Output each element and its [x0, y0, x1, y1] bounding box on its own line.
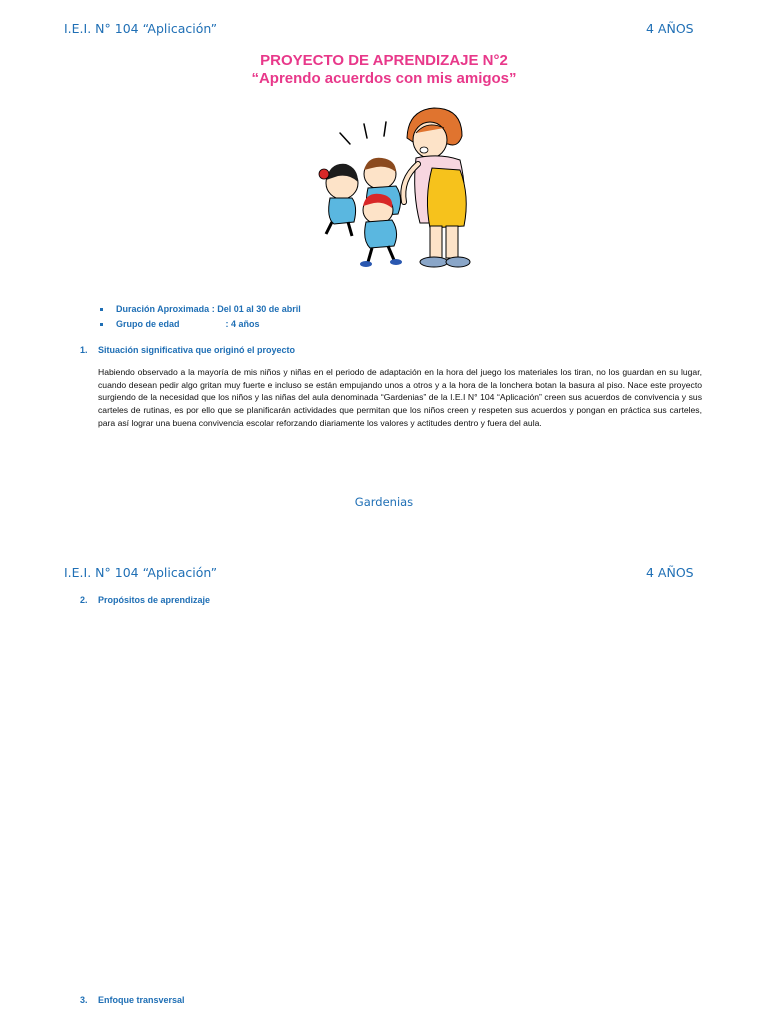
duration-value: : Del 01 al 30 de abril [211, 304, 301, 314]
header-school-name: I.E.I. N° 104 “Aplicación” [64, 21, 218, 36]
bullet-icon [100, 323, 103, 326]
section-number: 1. [80, 345, 88, 355]
section-title: Propósitos de aprendizaje [98, 595, 211, 605]
header-school-name: I.E.I. N° 104 “Aplicación” [64, 565, 218, 580]
header-age-group: 4 AÑOS [646, 21, 694, 36]
project-details-list [100, 302, 301, 332]
section-1-heading [80, 345, 295, 355]
duration-label: Duración Aproximada [116, 304, 210, 314]
section-title: Situación significativa que originó el proyecto [98, 345, 296, 355]
list-item [100, 302, 301, 317]
header-age-group: 4 AÑOS [646, 565, 694, 580]
motion-lines [340, 122, 386, 144]
project-subtitle: “Aprendo acuerdos con mis amigos” [251, 70, 517, 87]
age-group-value: : 4 años [225, 319, 260, 329]
section-title: Enfoque transversal [98, 995, 185, 1005]
situation-paragraph: Habiendo observado a la mayoría de mis niños y niñas en el periodo de adaptación en la hora del juego los materiales los tiran, no los guardan en su lugar, cuando desean pedir algo gritan muy fuerte e incluso se están empujando unos a otros y a la hora de la lonchera botan la basura al piso. Nace este proyecto surgiendo de la necesidad que los niños y las niñas del aula denominada “Gardenias” de la I.E.I N° 104 “Aplicación” creen sus acuerdos de convivencia y sus carteles de rutinas, es por ello que se planificarán actividades que permitan que los niños creen y respeten sus acuerdos y pongan en práctica sus carteles, para así lograr una buena convivencia escolar reforzando diariamente los valores y actitudes dentro y fuera del aula. [98, 367, 702, 428]
teacher-children-illustration [312, 98, 472, 273]
section-number: 3. [80, 995, 88, 1005]
section-2-heading [80, 595, 210, 605]
bullet-icon [100, 308, 103, 311]
list-item [100, 317, 301, 332]
section-number: 2. [80, 595, 88, 605]
project-title: PROYECTO DE APRENDIZAJE N°2 [260, 52, 508, 69]
age-group-label: Grupo de edad [116, 319, 180, 329]
page-footer: Gardenias [354, 495, 414, 509]
section-3-heading [80, 995, 185, 1005]
